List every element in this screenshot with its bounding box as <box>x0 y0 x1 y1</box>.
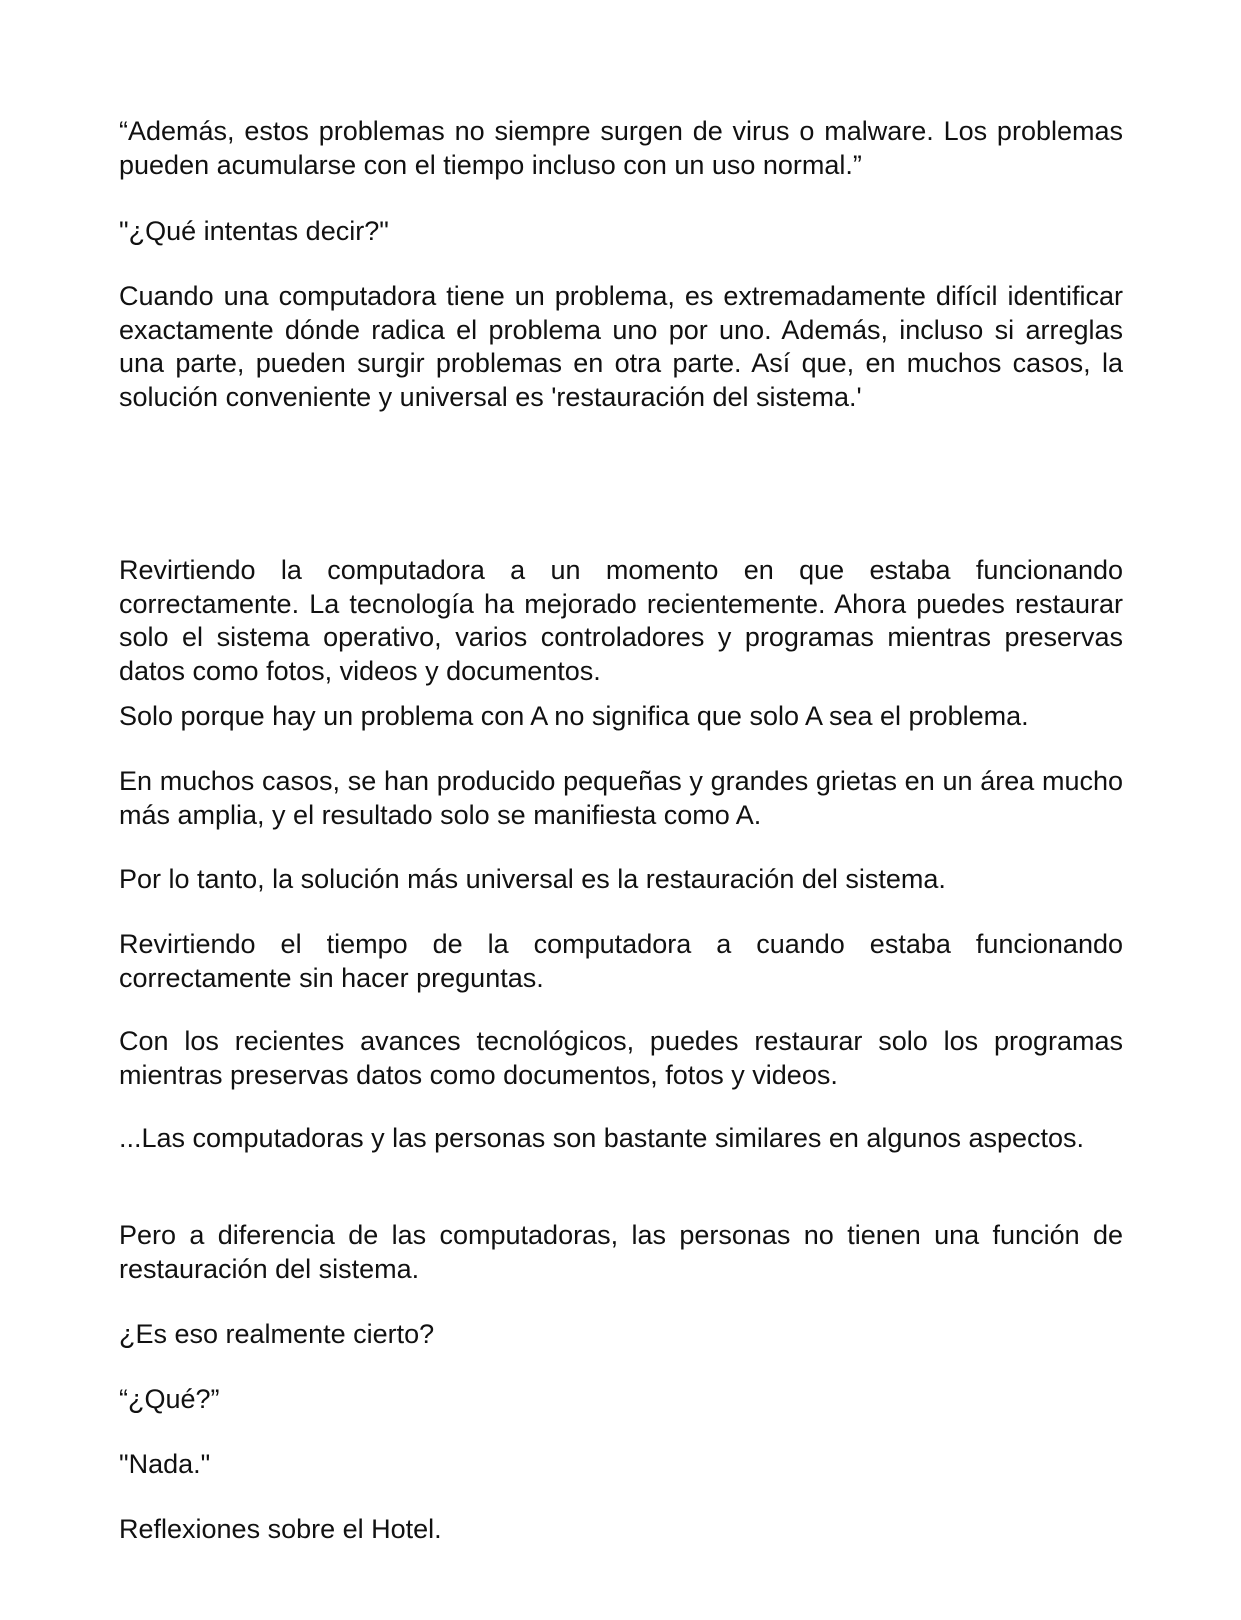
paragraph-1: “Además, estos problemas no siempre surgen de virus o malware. Los problemas pueden acumularse con el tiempo incluso con un uso normal.” <box>119 116 1123 180</box>
paragraph-3: Cuando una computadora tiene un problema, es extremadamente difícil identificar exactamente dónde radica el problema uno por uno. Además, incluso si arreglas una parte, pueden surgir problemas en otra parte. Así que, en muchos casos, la solución conveniente y universal es 'restauración del sistema.' <box>119 281 1123 412</box>
paragraph-10: ...Las computadoras y las personas son bastante similares en algunos aspectos. <box>119 1123 1085 1153</box>
paragraph-13: “¿Qué?” <box>119 1384 220 1414</box>
paragraph-8: Revirtiendo el tiempo de la computadora a cuando estaba funcionando correctamente sin hacer preguntas. <box>119 929 1123 993</box>
paragraph-6: En muchos casos, se han producido pequeñas y grandes grietas en un área mucho más amplia, y el resultado solo se manifiesta como A. <box>119 766 1123 830</box>
paragraph-12: ¿Es eso realmente cierto? <box>119 1319 435 1349</box>
paragraph-4: Revirtiendo la computadora a un momento en que estaba funcionando correctamente. La tecnología ha mejorado recientemente. Ahora puedes restaurar solo el sistema operativo, varios controladores y programas mientras preservas datos como fotos, videos y documentos. <box>119 555 1123 686</box>
paragraph-14: "Nada." <box>119 1449 211 1479</box>
paragraph-11: Pero a diferencia de las computadoras, las personas no tienen una función de restauración del sistema. <box>119 1220 1123 1284</box>
paragraph-15: Reflexiones sobre el Hotel. <box>119 1514 442 1544</box>
paragraph-9: Con los recientes avances tecnológicos, puedes restaurar solo los programas mientras preservas datos como documentos, fotos y videos. <box>119 1026 1123 1090</box>
paragraph-2: "¿Qué intentas decir?" <box>119 216 389 246</box>
paragraph-7: Por lo tanto, la solución más universal es la restauración del sistema. <box>119 864 946 894</box>
paragraph-5: Solo porque hay un problema con A no significa que solo A sea el problema. <box>119 701 1029 731</box>
